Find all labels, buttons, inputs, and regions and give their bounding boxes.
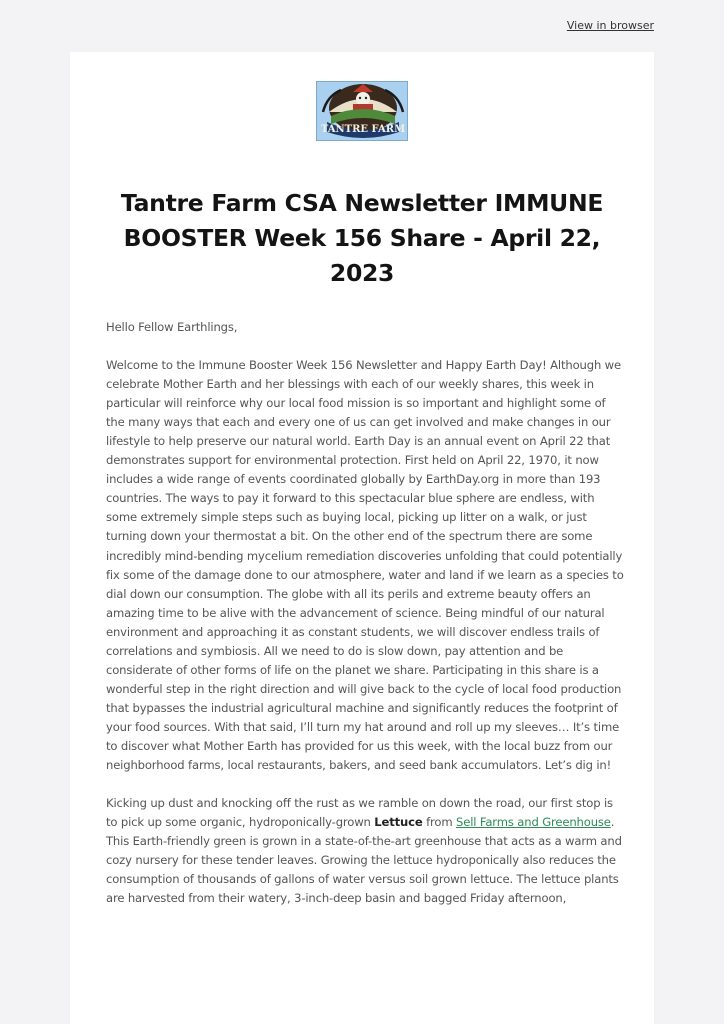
intro-paragraph: Welcome to the Immune Booster Week 156 Newsletter and Happy Earth Day! Although we celebrate Mother Earth and her blessings with each of our weekly shares, this week in particular will reinforce why our local food mission is so important and highlight some of the many ways that each and every one of us can get involved and make changes in our lifestyle to help preserve our natural world. Earth Day is an annual event on April 22 that demonstrates support for environmental protection. First held on April 22, 1970, it now includes a wide range of events coordinated globally by EarthDay.org in more than 193 countries. The ways to pay it forward to this spectacular blue sphere are endless, with some extremely simple steps such as buying local, picking up litter on a walk, or just turning down your thermostat a bit. On the other end of the spectrum there are some incredibly mind-bending mycelium remediation discoveries unfolding that could potentially fix some of the damage done to our atmosphere, water and land if we learn as a species to dial down our consumption. The globe with all its perils and extreme beauty offers an amazing time to be alive with the advancement of science. Being mindful of our natural environment and approaching it as constant students, we will discover endless trails of correlations and symbiosis. All we need to do is slow down, pay attention and be considerate of other forms of life on the planet we share. Participating in this share is a wonderful step in the right direction and will give back to the cycle of local food production that bypasses the industrial agricultural machine and significantly reduces the footprint of your food sources. With that said, I’ll turn my hat around and roll up my sleeves… It’s time to discover what Mother Earth has provided for us this week, with the local buzz from our neighborhood farms, local restaurants, bakers, and seed bank accumulators. Let’s dig in! bbox=[106, 358, 624, 773]
sell-farms-link[interactable]: Sell Farms and Greenhouse bbox=[456, 815, 611, 830]
lettuce-item-name: Lettuce bbox=[374, 815, 423, 830]
newsletter-title: Tantre Farm CSA Newsletter IMMUNE BOOSTER Week 156 Share - April 22, 2023 bbox=[120, 189, 604, 287]
newsletter-body bbox=[106, 318, 624, 908]
lettuce-text-part2: from bbox=[422, 815, 457, 830]
lettuce-text-part3: . This Earth-friendly green is grown in a state-of-the-art greenhouse that acts as a warm and cozy nursery for these tender leaves. Growing the lettuce hydroponically also reduces the consumption of thousands of gallons of water versus soil grown lettuce. The lettuce plants are harvested from their watery, 3-inch-deep basin and bagged Friday afternoon, bbox=[106, 815, 622, 906]
svg-text:TANTRE FARM: TANTRE FARM bbox=[320, 124, 406, 135]
newsletter-card bbox=[70, 52, 654, 1024]
lettuce-text-part1: Kicking up dust and knocking off the rust as we ramble on down the road, our first stop is to pick up some organic, hydroponically-grown bbox=[106, 796, 613, 830]
tantre-farm-logo[interactable] bbox=[316, 81, 408, 141]
logo-image bbox=[317, 82, 408, 141]
lettuce-paragraph bbox=[106, 794, 624, 908]
view-in-browser-link[interactable]: View in browser bbox=[566, 19, 654, 32]
greeting: Hello Fellow Earthlings, bbox=[106, 320, 238, 334]
